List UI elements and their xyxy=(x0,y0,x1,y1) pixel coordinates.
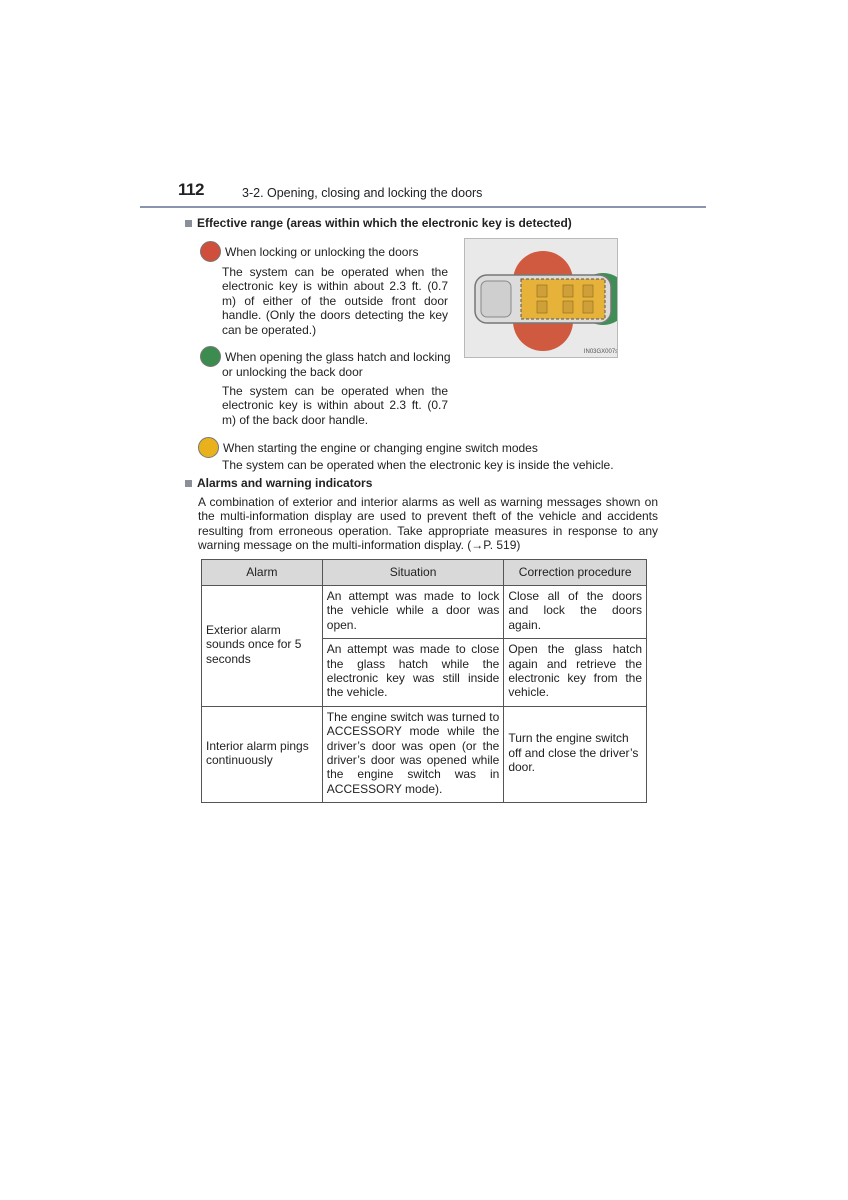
zone-red-description: The system can be operated when the electronic key is within about 2.3 ft. (0.7 m) of either of the outside front door handle. (Only the doors detecting the key can be operated.) xyxy=(222,265,448,337)
alarms-intro: A combination of exterior and interior alarms as well as warning messages shown on the multi-information display are used to prevent theft of the vehicle and accidents resulting from erroneous operation. Take appropriate measures in response to any warning message on the multi-information display. (→P. 519) xyxy=(198,495,658,553)
zone-red-label-text: When locking or unlocking the doors xyxy=(225,244,419,259)
correction-cell: Turn the engine switch off and close the driver’s door. xyxy=(504,706,647,802)
alarm-cell: Exterior alarm sounds once for 5 seconds xyxy=(202,586,323,707)
situation-cell: An attempt was made to lock the vehicle while a door was open. xyxy=(322,586,504,639)
seat xyxy=(563,301,573,313)
header-correction: Correction procedure xyxy=(504,560,647,586)
zone-yellow-description: The system can be operated when the electronic key is inside the vehicle. xyxy=(222,458,614,472)
section-title: 3-2. Opening, closing and locking the doors xyxy=(242,186,483,200)
square-bullet-icon xyxy=(185,220,192,227)
seat xyxy=(583,301,593,313)
correction-cell: Close all of the doors and lock the doors again. xyxy=(504,586,647,639)
table-row xyxy=(202,586,647,639)
green-circle-icon xyxy=(200,346,221,367)
header-alarm: Alarm xyxy=(202,560,323,586)
alarm-cell: Interior alarm pings continuously xyxy=(202,706,323,802)
vehicle-top-view-icon xyxy=(465,239,617,357)
header-rule xyxy=(140,206,706,208)
zone-red-label xyxy=(200,241,418,262)
seat xyxy=(537,301,547,313)
situation-cell: The engine switch was turned to ACCESSORY mode while the driver’s door was open (or the driver’s door was opened while the engine switch was in ACCESSORY mode). xyxy=(322,706,504,802)
yellow-circle-icon xyxy=(198,437,219,458)
correction-cell: Open the glass hatch again and retrieve the electronic key from the vehicle. xyxy=(504,639,647,707)
effective-range-heading xyxy=(185,216,572,230)
table-header-row xyxy=(202,560,647,586)
seat xyxy=(537,285,547,297)
zone-green-label-line2: or unlocking the back door xyxy=(222,365,363,379)
zone-yellow-label xyxy=(198,437,538,458)
header-situation: Situation xyxy=(322,560,504,586)
figure-code: IN03GX007s xyxy=(583,349,617,355)
situation-cell: An attempt was made to close the glass hatch while the electronic key was still inside the vehicle. xyxy=(322,639,504,707)
zone-green-label xyxy=(200,346,451,367)
zone-green-label-text: When opening the glass hatch and locking xyxy=(225,349,451,364)
red-circle-icon xyxy=(200,241,221,262)
effective-range-heading-text: Effective range (areas within which the electronic key is detected) xyxy=(197,216,572,230)
alarm-table xyxy=(201,559,647,803)
seat xyxy=(563,285,573,297)
table-row xyxy=(202,706,647,802)
vehicle-range-figure xyxy=(464,238,618,358)
car-hood xyxy=(481,281,511,317)
square-bullet-icon xyxy=(185,480,192,487)
alarms-heading-text: Alarms and warning indicators xyxy=(197,476,373,490)
page-number: 112 xyxy=(178,180,204,199)
seat xyxy=(583,285,593,297)
alarms-heading xyxy=(185,476,372,490)
zone-yellow-label-text: When starting the engine or changing engine switch modes xyxy=(223,440,538,455)
zone-green-description: The system can be operated when the electronic key is within about 2.3 ft. (0.7 m) of the back door handle. xyxy=(222,384,448,427)
